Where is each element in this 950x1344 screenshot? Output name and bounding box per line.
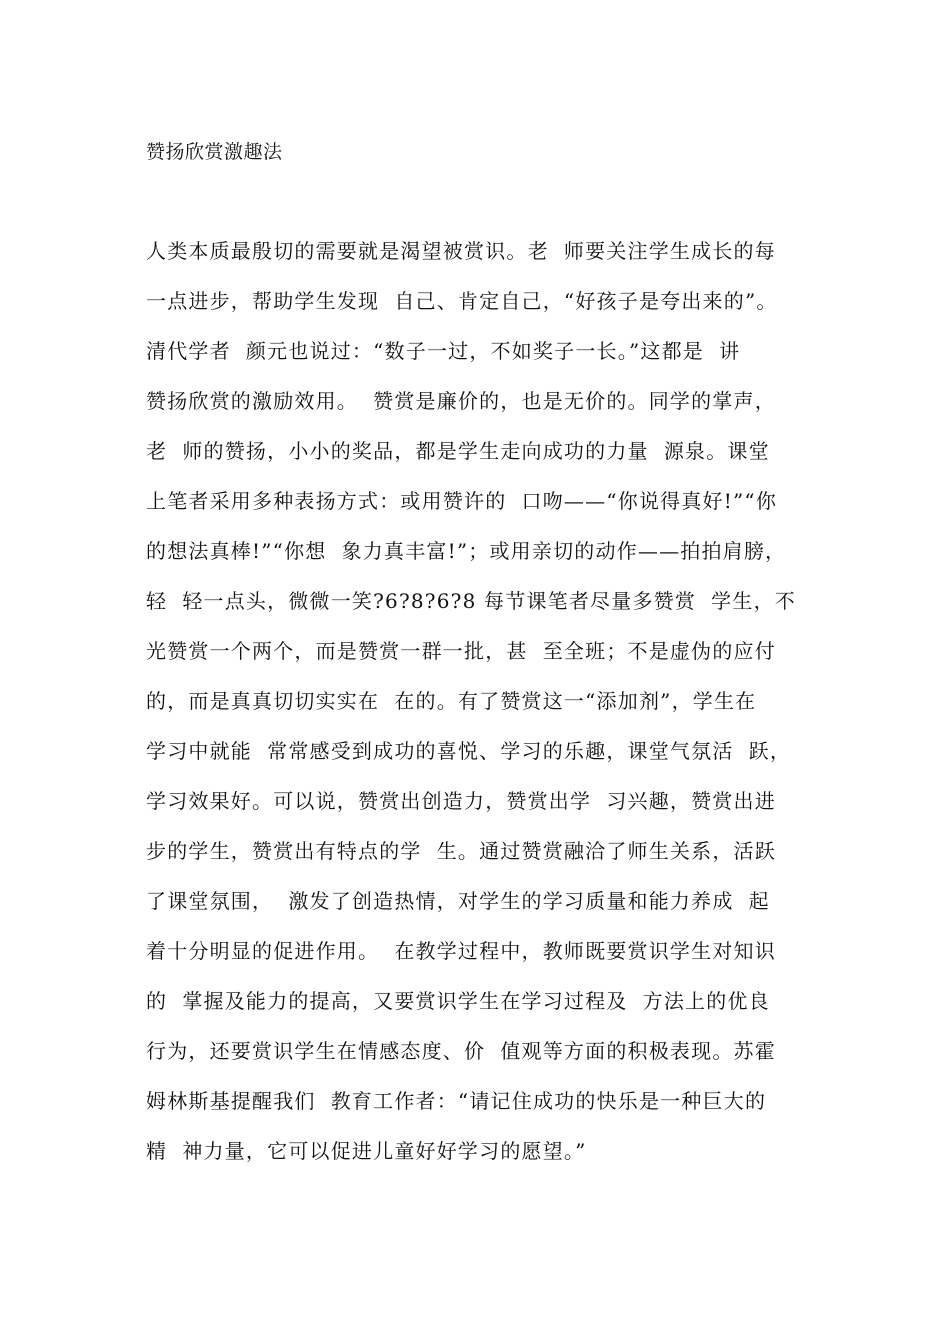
paragraph-line: 人类本质最殷切的需要就是渴望被赏识。老 师要关注学生成长的每 — [146, 239, 776, 263]
paragraph-line: 一点进步，帮助学生发现 自己、肯定自己，“好孩子是夸出来的”。 — [146, 289, 778, 313]
paragraph-line: 赞扬欣赏的激励效用。 赞赏是廉价的，也是无价的。同学的掌声， — [146, 389, 776, 413]
paragraph-line: 步的学生，赞赏出有特点的学 生。通过赞赏融洽了师生关系，活跃 — [146, 839, 776, 863]
paragraph-line: 光赞赏一个两个，而是赞赏一群一批，甚 至全班；不是虚伪的应付 — [146, 639, 776, 663]
paragraph-line: 精 神力量，它可以促进儿童好好学习的愿望。” — [146, 1139, 587, 1163]
document-title: 赞扬欣赏激趣法 — [146, 141, 283, 163]
paragraph-line: 的，而是真真切切实实在 在的。有了赞赏这一“添加剂”，学生在 — [146, 689, 757, 713]
paragraph-line: 着十分明显的促进作用。 在教学过程中，教师既要赏识学生对知识 — [146, 939, 776, 963]
paragraph-line: 的 掌握及能力的提高，又要赏识学生在学习过程及 方法上的优良 — [146, 989, 770, 1013]
paragraph-line: 的想法真棒!”“你想 象力真丰富!”；或用亲切的动作——拍拍肩膀， — [146, 539, 787, 563]
paragraph-line: 学习效果好。可以说，赞赏出创造力，赞赏出学 习兴趣，赞赏出进 — [146, 789, 776, 813]
paragraph-line: 姆林斯基提醒我们 教育工作者：“请记住成功的快乐是一种巨大的 — [146, 1089, 767, 1113]
paragraph-line: 上笔者采用多种表扬方式：或用赞许的 口吻——“你说得真好!”“你 — [146, 489, 778, 513]
paragraph-line: 学习中就能 常常感受到成功的喜悦、学习的乐趣，课堂气氛活 跃， — [146, 739, 792, 763]
paragraph-line: 老 师的赞扬，小小的奖品，都是学生走向成功的力量 源泉。课堂 — [146, 439, 770, 463]
paragraph-line: 轻 轻一点头，微微一笑?6?8?6?8 每节课笔者尽量多赞赏 学生，不 — [146, 589, 796, 613]
paragraph-line: 行为，还要赏识学生在情感态度、价 值观等方面的积极表现。苏霍 — [146, 1039, 776, 1063]
paragraph-line: 清代学者 颜元也说过：“数子一过，不如奖子一长。”这都是 讲 — [146, 339, 741, 363]
paragraph-line: 了课堂氛围， 激发了创造热情，对学生的学习质量和能力养成 起 — [146, 889, 770, 913]
